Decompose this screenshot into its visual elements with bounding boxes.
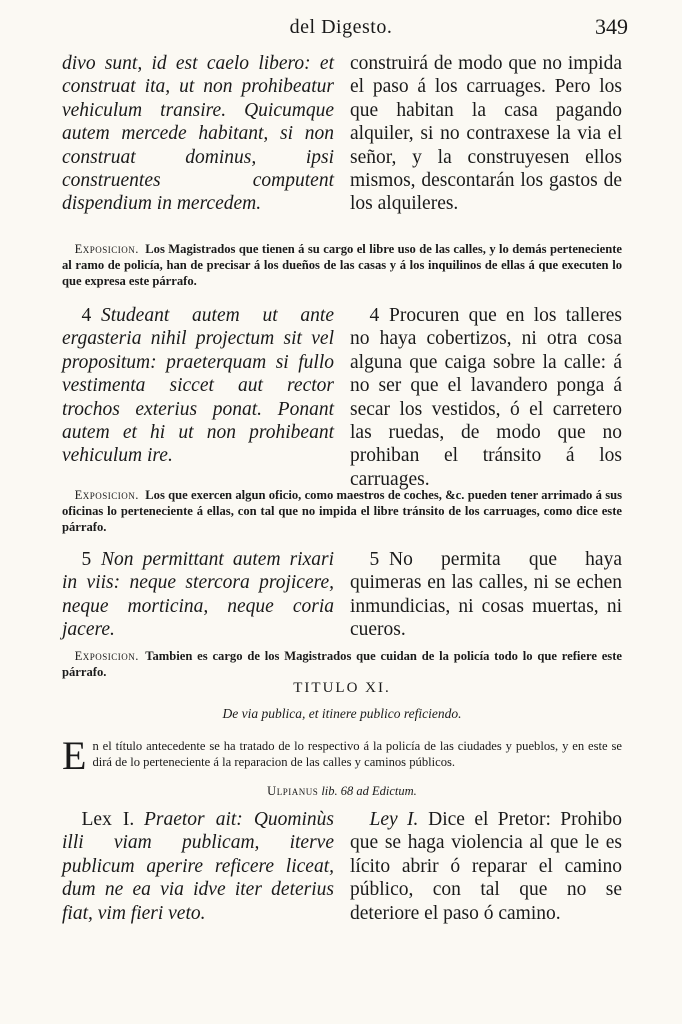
- section-text: Procuren que en los talleres no haya cobertizos, ni otra cosa alguna que caiga sobre la calle: á no ser que el lavandero ponga á secar los vestidos, ó el carretero las ruedas, de modo que no prohiban el tránsito á los carruages.: [350, 305, 622, 490]
- source-author: Ulpianus: [267, 784, 319, 798]
- latin-section-5: [62, 548, 334, 642]
- lex-text: Praetor ait: Quominùs illi viam publicam, iterve publicum aperire reficere liceat, dum ne ea via idve iter deterius fiat, vim fieri veto.: [62, 809, 334, 924]
- source-citation: [62, 784, 622, 799]
- ley-text: Dice el Pretor: Prohibo que se haga violencia al que le es lícito abrir ó reparar el camino público, con tal que no se deteriore el paso ó camino.: [350, 809, 622, 924]
- latin-lex-1: [62, 808, 334, 925]
- spanish-section-4: [350, 304, 622, 491]
- exposicion-label: Exposicion.: [74, 649, 139, 663]
- section-number: 4: [369, 305, 380, 326]
- drop-cap: E: [62, 733, 87, 778]
- exposicion-1: [62, 241, 622, 289]
- exposicion-label: Exposicion.: [74, 242, 139, 256]
- ley-label: Ley I.: [369, 809, 419, 830]
- spanish-lex-1: [350, 808, 622, 925]
- section-text: No permita que haya quimeras en las calles, ni se echen inmundicias, ni cosas muertas, ni cueros.: [350, 549, 622, 641]
- running-title: del Digesto.: [289, 16, 393, 38]
- lex-label: Lex I.: [81, 809, 135, 830]
- exposicion-text: Los que exercen algun oficio, como maestros de coches, &c. pueden tener arrimado á sus oficinas lo perteneciente á ellas, con tal que no impida el libre tránsito de los carruages, como dice este párrafo.: [62, 488, 622, 534]
- exposicion-text: Los Magistrados que tienen á su cargo el libre uso de las calles, y lo demás perteneciente al ramo de policía, han de precisar á los dueños de las casas y á los inquilinos de ellas á que executen lo que expresa este párrafo.: [62, 242, 622, 288]
- titulo-heading: TITULO XI.: [293, 680, 391, 696]
- section-number: 5: [81, 549, 92, 570]
- section-number: 4: [81, 305, 92, 326]
- exposicion-label: Exposicion.: [74, 488, 139, 502]
- titulo-subtitle: De via publica, et itinere publico reficiendo.: [222, 706, 462, 721]
- spanish-continuation: construirá de modo que no impida el paso á los carruages. Pero los que habitan la casa pagando alquiler, si no contraxese la via el señor, y la construyesen ellos mismos, descontarán los gastos de los alquileres.: [350, 53, 622, 215]
- section-text: Non permittant autem rixari in viis: neque stercora projicere, neque morticina, neque coria jacere.: [62, 549, 334, 641]
- section-text: Studeant autem ut ante ergasteria nihil projectum sit vel propositum: praeterquam si fullo vestimenta siccet aut rector trochos exterius ponat. Ponant autem et hi ut non prohibeant vehiculum ire.: [62, 305, 334, 467]
- page-header: [0, 14, 682, 44]
- intro-text: n el título antecedente se ha tratado de lo respectivo á la policía de las ciudades y pueblos, y en este se dirá de lo perteneciente á la reparacion de las calles y caminos públicos.: [92, 739, 622, 769]
- exposicion-text: Tambien es cargo de los Magistrados que cuidan de la policía todo lo que refiere este párrafo.: [62, 649, 622, 679]
- section-4-columns: [62, 304, 622, 491]
- source-work: lib. 68 ad Edictum.: [321, 784, 417, 798]
- exposicion-3: [62, 648, 622, 680]
- section-number: 5: [369, 549, 380, 570]
- latin-section-4: [62, 304, 334, 491]
- lex-1-columns: [62, 808, 622, 925]
- intro-paragraph: [62, 733, 622, 778]
- exposicion-2: [62, 487, 622, 535]
- page-number: 349: [595, 14, 628, 39]
- section-5-columns: [62, 548, 622, 642]
- continuation-columns: [62, 52, 622, 216]
- latin-continuation: divo sunt, id est caelo libero: et construat ita, ut non prohibeatur vehiculum transire. Quicumque autem mercede habitant, si non construat dominus, ipsi construentes computent dispendium in mercedem.: [62, 53, 334, 215]
- spanish-section-5: [350, 548, 622, 642]
